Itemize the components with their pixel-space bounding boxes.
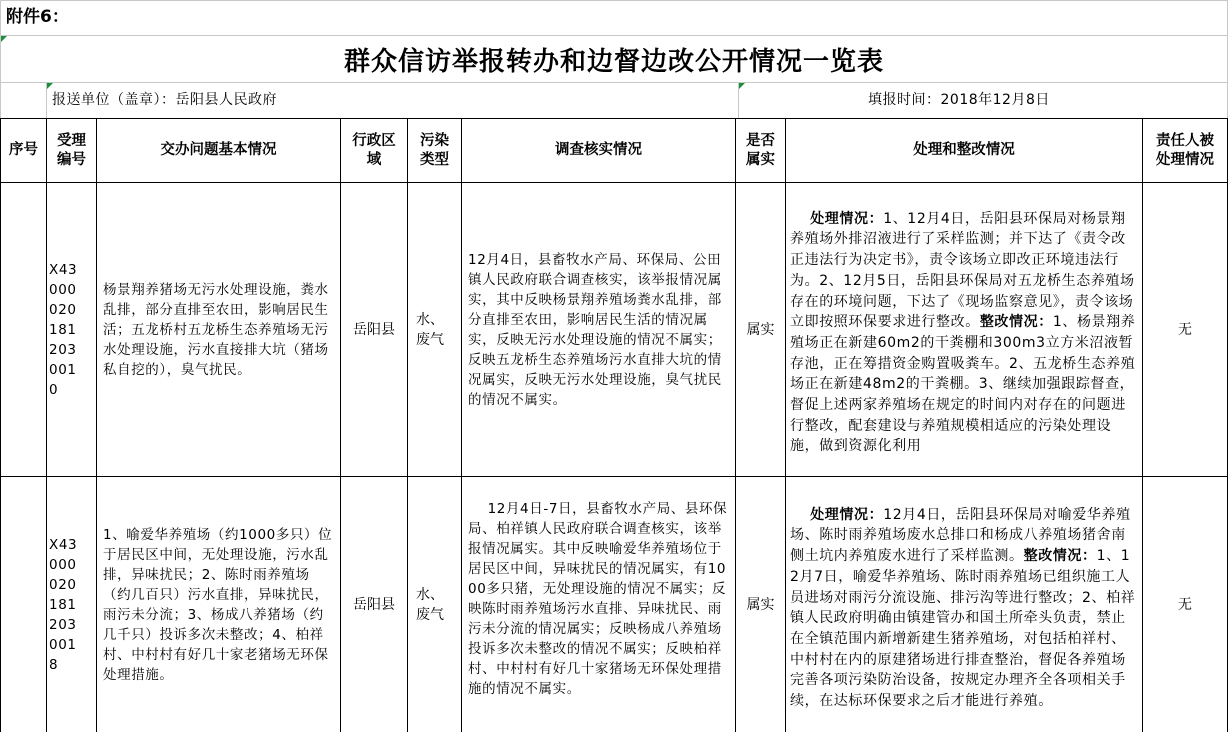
- seq-cell: [1, 477, 46, 732]
- fill-time: 填报时间：2018年12月8日: [868, 92, 1050, 108]
- accountability-cell: 无: [1178, 596, 1192, 613]
- case-no: X430000201812030010: [49, 261, 78, 398]
- attachment-label: 附件6：: [6, 7, 69, 27]
- header-region: 行政区域: [352, 132, 396, 168]
- handling-label: 处理情况：: [810, 506, 884, 523]
- header-verified: 是否属实: [746, 132, 775, 168]
- pollution-cell: 水、废气: [416, 586, 444, 623]
- page-title: 群众信访举报转办和边督边改公开情况一览表: [343, 46, 884, 77]
- verified-cell: 属实: [746, 321, 775, 338]
- accountability-cell: 无: [1178, 321, 1192, 338]
- case-no: X430000201812030018: [49, 536, 78, 673]
- issue-text: 杨景翔养猪场无污水处理设施，粪水乱排，部分直排至农田，影响居民生活；五龙桥村五龙桥生态养殖场无污水处理设施，污水直接排大坑（猪场私自挖的），臭气扰民。: [103, 281, 329, 378]
- issue-cell: [97, 477, 340, 732]
- table-row: [0, 477, 1228, 732]
- investigation-text: 12月4日-7日，县畜牧水产局、县环保局、柏祥镇人民政府联合调查核实，该举报情况属实。其中反映喻爱华养殖场位于居民区中间，异味扰民的情况属实，有1000多只猪，无处理设施的情况不属实；反映陈时雨养殖场污水直排、异味扰民、雨污未分流的情况属实；反映杨成八养殖场投诉多次未整改的情况不属实；反映柏祥村、中村村有好几十家猪场无环保处理措施的情况不属实。: [468, 501, 728, 697]
- pollution-cell: 水、废气: [416, 311, 444, 348]
- report-unit: 报送单位（盖章）：岳阳县人民政府: [52, 92, 277, 108]
- case-no-cell: [47, 183, 96, 476]
- case-no-cell: [47, 477, 96, 732]
- rectification-label: 整改情况：: [979, 314, 1053, 331]
- table-row: [0, 183, 1228, 476]
- handling-cell: [786, 484, 1142, 732]
- region-cell: 岳阳县: [353, 596, 395, 613]
- issue-cell: [97, 183, 340, 476]
- header-handling: 处理和整改情况: [913, 142, 1015, 158]
- header-issue: 交办问题基本情况: [160, 142, 277, 158]
- handling-text: 12月4日，岳阳县环保局对喻爱华养殖场、陈时雨养殖场废水总排口和杨成八养殖场猪舍南侧土坑内养殖废水进行了采样监测。: [790, 506, 1131, 565]
- header-accountability: 责任人被处理情况: [1156, 132, 1214, 168]
- handling-text: 1、12月4日，岳阳县环保局对杨景翔养殖场外排沼液进行了采样监测；并下达了《责令改正违法行为决定书》，责令该场立即改正环境违法行为。2、12月5日，岳阳县环保局对五龙桥生态养殖场存在的环境问题，下达了《现场监察意见》，责令该场立即按照环保要求进行整改。: [790, 210, 1135, 331]
- investigation-text: 12月4日，县畜牧水产局、环保局、公田镇人民政府联合调查核实，该举报情况属实，其中反映杨景翔养殖场粪水乱排，部分直排至农田，影响居民生活的情况属实，反映无污水处理设施的情况不属实；反映五龙桥生态养殖场污水直排大坑的情况属实，反映无污水处理设施，臭气扰民的情况不属实。: [468, 251, 722, 408]
- header-case-no: 受理编号: [57, 132, 86, 168]
- rectification-text: 1、12月7日，喻爱华养殖场、陈时雨养殖场已组织施工人员进场对雨污分流设施、排污沟等进行整改；2、柏祥镇人民政府明确由镇建管办和国土所牵头负责，禁止在全镇范围内新增新建生猪养殖场，对包括柏祥村、中村村在内的原建猪场进行排查整治，督促各养殖场完善各项污染防治设备，按规定办理齐全各项相关手续，在达标环保要求之后才能进行养殖。: [790, 548, 1136, 710]
- investigation-cell: [462, 183, 735, 476]
- handling-label: 处理情况：: [810, 210, 884, 227]
- rectification-text: 1、杨景翔养殖场正在新建60m2的干粪棚和300m3立方米沼液暂存池，正在筹措资金购置吸粪车。2、五龙桥生态养殖场正在新建48m2的干粪棚。3、继续加强跟踪督查，督促上述两家养殖场在规定的时间内对存在的问题进行整改，配套建设与养殖规模相适应的污染处理设施，做到资源化利用: [790, 314, 1136, 455]
- header-pollution: 污染类型: [420, 132, 449, 168]
- handling-cell: [786, 188, 1142, 476]
- comment-marker-icon: [739, 83, 745, 89]
- verified-cell: 属实: [746, 596, 775, 613]
- region-cell: 岳阳县: [353, 321, 395, 338]
- investigation-cell: [462, 479, 735, 732]
- seq-cell: [1, 183, 46, 476]
- rectification-label: 整改情况：: [1023, 548, 1097, 565]
- issue-text: 1、喻爱华养殖场（约1000多只）位于居民区中间，无处理设施，污水乱排，异味扰民；2、陈时雨养殖场（约几百只）污水直排，异味扰民，雨污未分流；3、杨成八养猪场（约几千只）投诉多次未整改；4、柏祥村、中村村有好几十家老猪场无环保处理措施。: [103, 526, 333, 683]
- comment-marker-icon: [47, 83, 53, 89]
- header-investigation: 调查核实情况: [555, 142, 642, 158]
- header-seq: 序号: [9, 142, 38, 158]
